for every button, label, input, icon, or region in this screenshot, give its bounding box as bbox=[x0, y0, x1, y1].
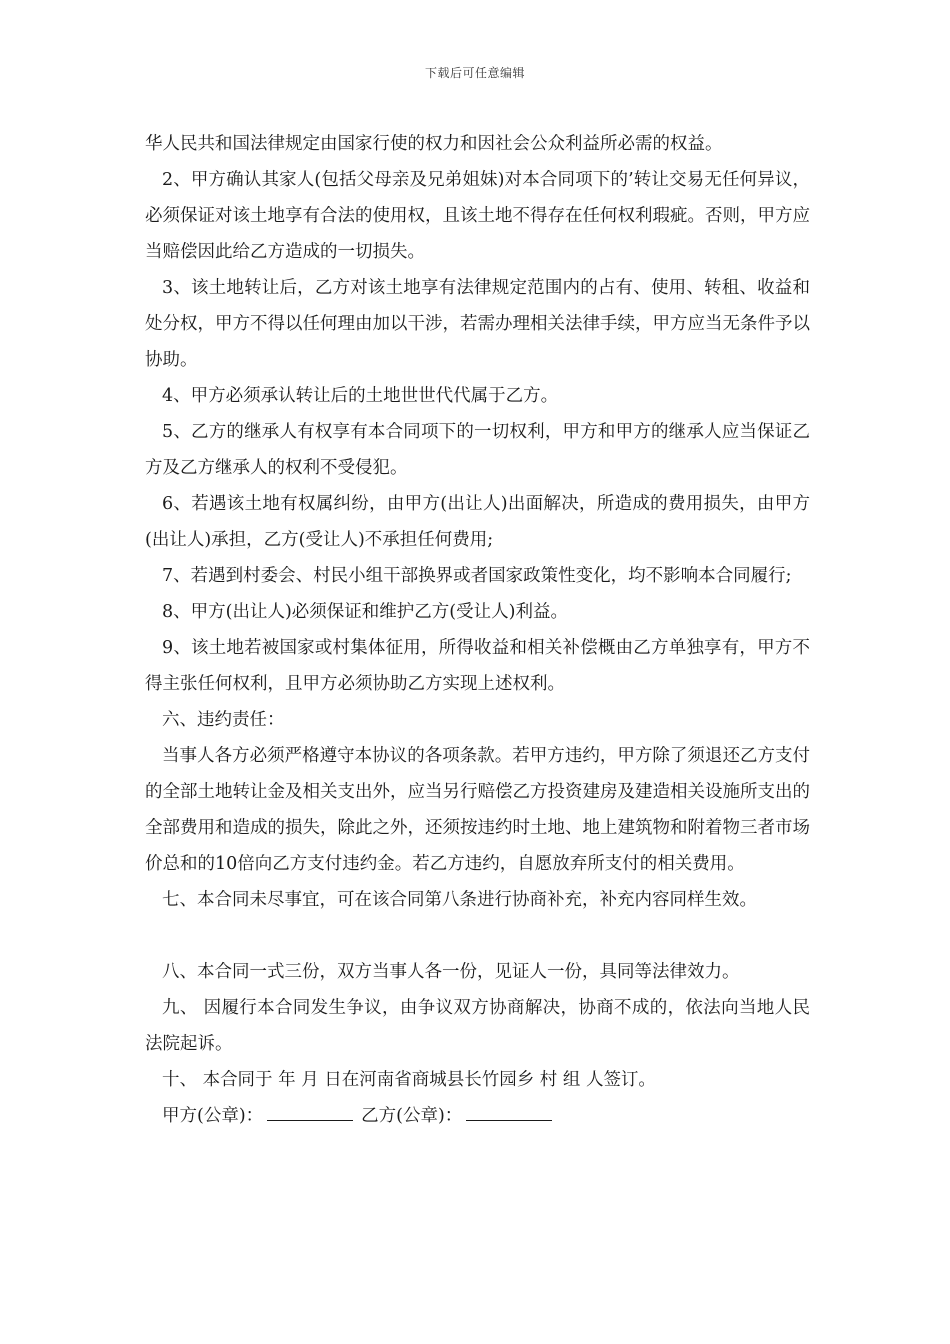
party-a-label: 甲方(公章)： bbox=[162, 1106, 264, 1126]
section-ten: 十、 本合同于 年 月 日在河南省商城县长竹园乡 村 组 人签订。 bbox=[162, 1070, 656, 1090]
blank-line bbox=[145, 918, 810, 954]
clause-2: 2、甲方确认其家人(包括父母亲及兄弟姐妹)对本合同项下的’转让交易无任何异议，必须保证对该土地享有合法的使用权，且该土地不得存在任何权利瑕疵。否则，甲方应当赔偿因此给乙方造成的一切损失。 bbox=[145, 170, 810, 262]
paragraph-continuation: 华人民共和国法律规定由国家行使的权力和因社会公众利益所必需的权益。 bbox=[145, 134, 723, 154]
party-a-blank[interactable] bbox=[267, 1102, 353, 1121]
section-nine: 九、 因履行本合同发生争议，由争议双方协商解决，协商不成的，依法向当地人民法院起诉。 bbox=[145, 998, 810, 1054]
clause-7: 7、若遇到村委会、村民小组干部换界或者国家政策性变化，均不影响本合同履行; bbox=[162, 566, 792, 586]
clause-6: 6、若遇该土地有权属纠纷，由甲方(出让人)出面解决，所造成的费用损失，由甲方(出让人)承担，乙方(受让人)不承担任何费用; bbox=[145, 494, 810, 550]
section-seven: 七、本合同未尽事宜，可在该合同第八条进行协商补充，补充内容同样生效。 bbox=[162, 890, 757, 910]
section-heading-liability: 六、违约责任： bbox=[162, 710, 285, 730]
clause-8: 8、甲方(出让人)必须保证和维护乙方(受让人)利益。 bbox=[162, 602, 568, 622]
clause-9: 9、该土地若被国家或村集体征用，所得收益和相关补偿概由乙方单独享有，甲方不得主张任何权利，且甲方必须协助乙方实现上述权利。 bbox=[145, 638, 810, 694]
clause-4: 4、甲方必须承认转让后的土地世世代代属于乙方。 bbox=[162, 386, 559, 406]
clause-5: 5、乙方的继承人有权享有本合同项下的一切权利，甲方和甲方的继承人应当保证乙方及乙方继承人的权利不受侵犯。 bbox=[145, 422, 810, 478]
party-b-label: 乙方(公章)： bbox=[361, 1106, 463, 1126]
party-b-blank[interactable] bbox=[466, 1102, 552, 1121]
page-header: 下载后可任意编辑 bbox=[424, 66, 525, 80]
section-eight: 八、本合同一式三份，双方当事人各一份，见证人一份，具同等法律效力。 bbox=[162, 962, 740, 982]
contract-body bbox=[145, 126, 810, 1134]
liability-text: 当事人各方必须严格遵守本协议的各项条款。若甲方违约，甲方除了须退还乙方支付的全部土地转让金及相关支出外，应当另行赔偿乙方投资建房及建造相关设施所支出的全部费用和造成的损失，除此之外，还须按违约时土地、地上建筑物和附着物三者市场价总和的10倍向乙方支付违约金。若乙方违约，自愿放弃所支付的相关费用。 bbox=[145, 746, 810, 874]
signature-line bbox=[145, 1098, 810, 1134]
clause-3: 3、该土地转让后，乙方对该土地享有法律规定范围内的占有、使用、转租、收益和处分权，甲方不得以任何理由加以干涉，若需办理相关法律手续，甲方应当无条件予以协助。 bbox=[145, 278, 810, 370]
